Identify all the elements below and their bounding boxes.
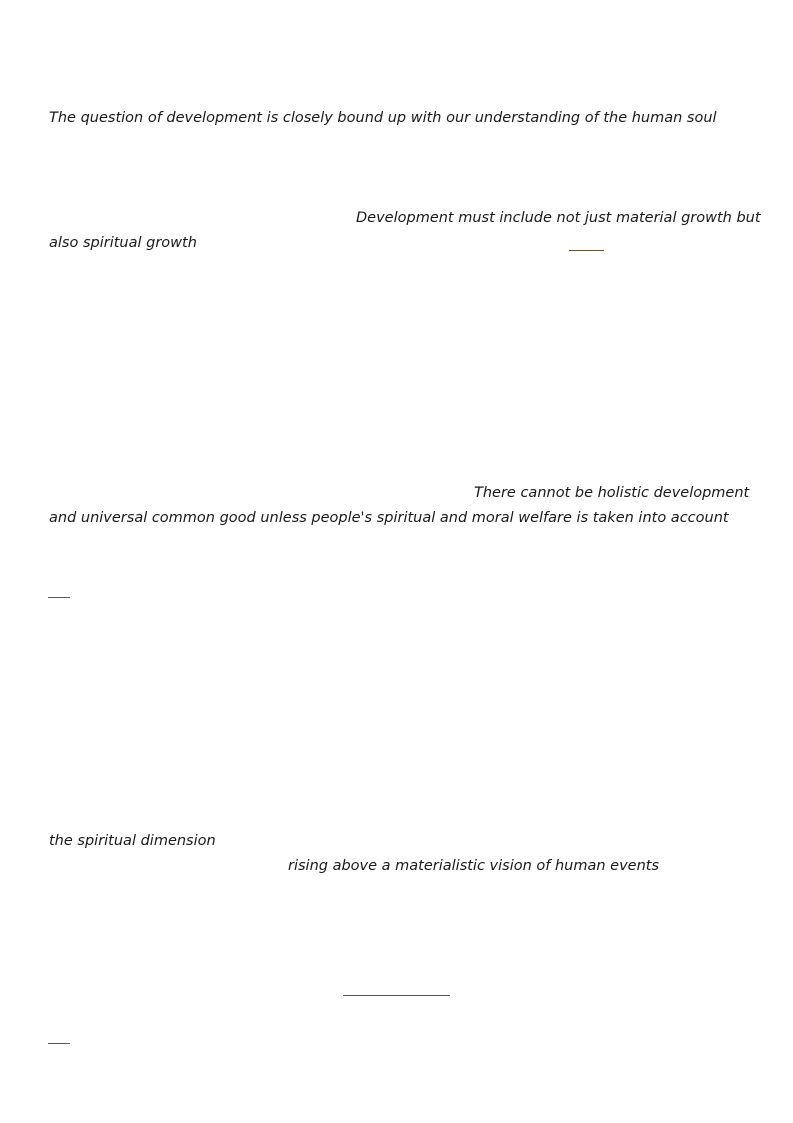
text-line-spiritual-dimension: the spiritual dimension <box>49 833 216 849</box>
link-underline[interactable] <box>343 995 450 996</box>
link-underline[interactable] <box>569 250 604 251</box>
text-line-material-growth: Development must include not just material growth but <box>356 210 761 226</box>
text-line-spiritual-growth: also spiritual growth <box>49 235 197 251</box>
text-line-human-soul: The question of development is closely bound up with our understanding of the human soul <box>49 110 717 126</box>
text-line-holistic-development: There cannot be holistic development <box>474 485 750 501</box>
text-line-materialistic-vision: rising above a materialistic vision of human events <box>288 858 660 874</box>
link-underline[interactable] <box>48 1043 70 1044</box>
link-underline[interactable] <box>48 597 70 598</box>
text-line-common-good: and universal common good unless people's spiritual and moral welfare is taken into account <box>49 510 729 526</box>
